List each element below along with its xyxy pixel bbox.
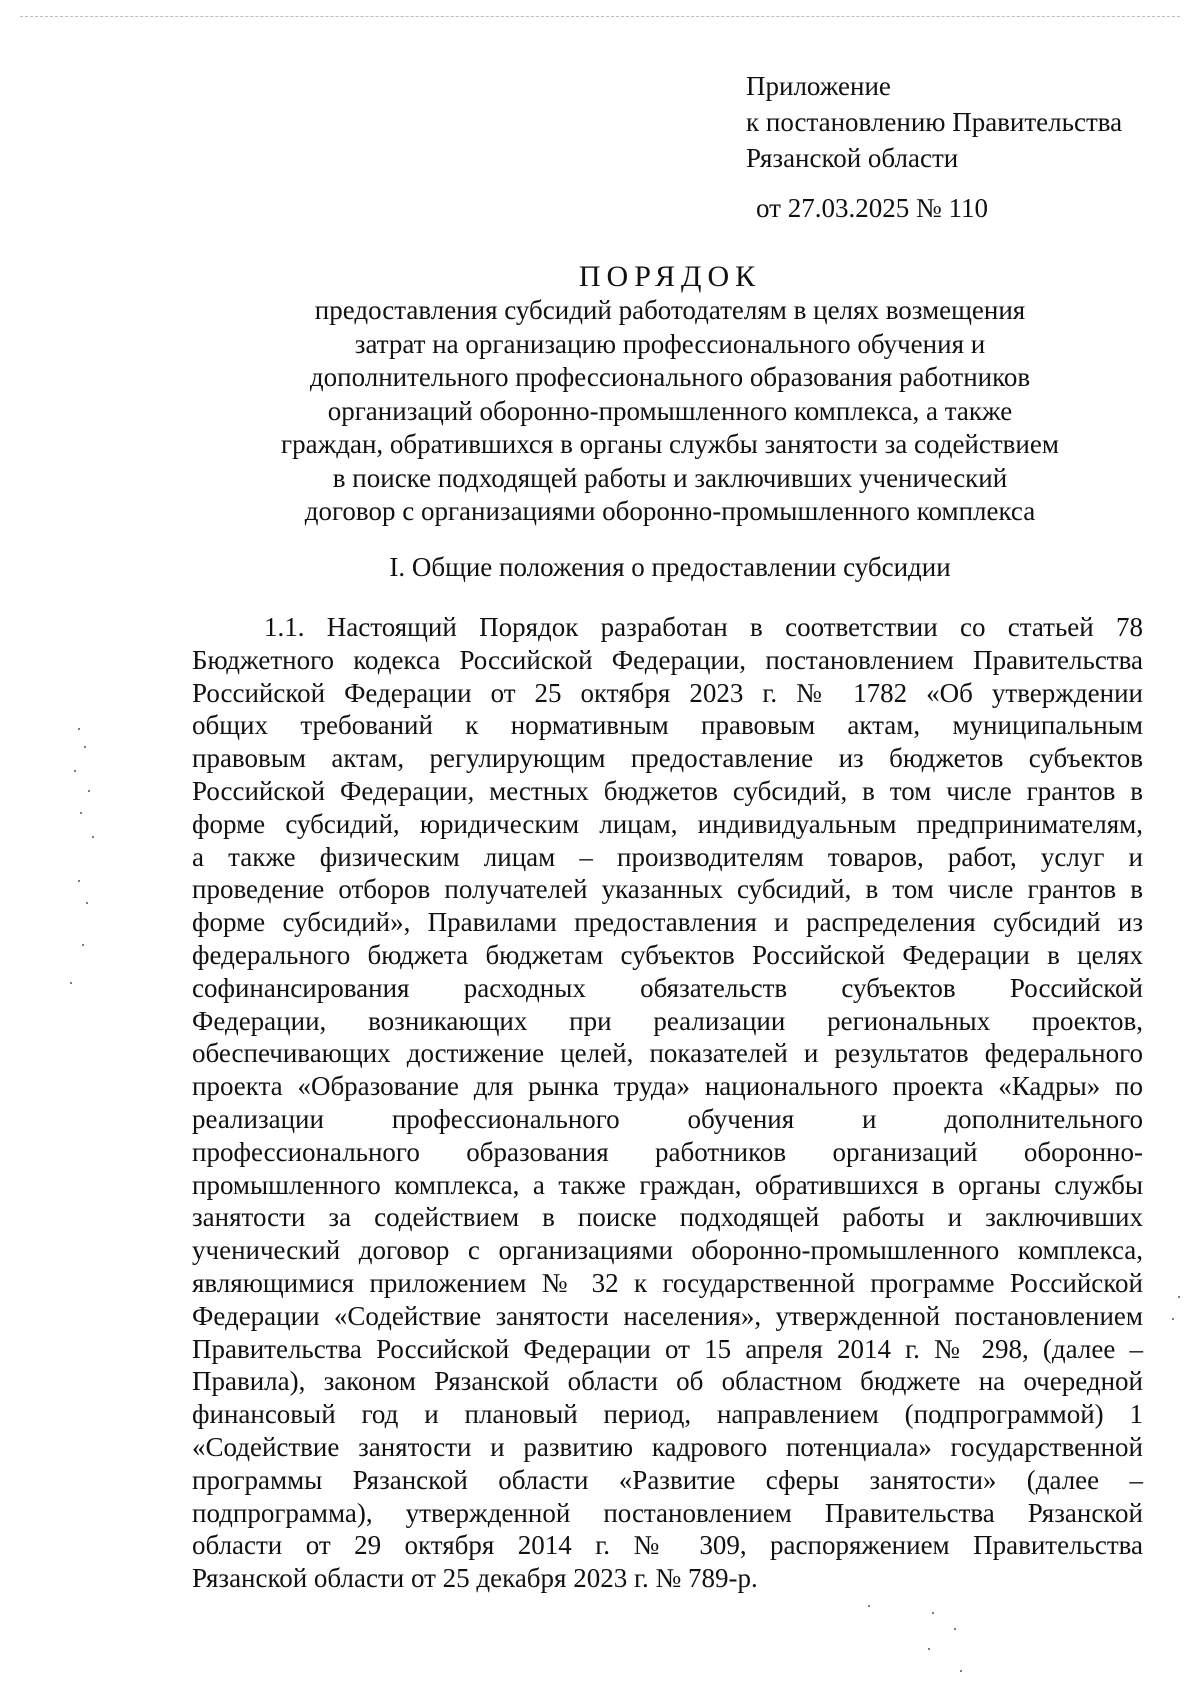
scan-speck: [932, 1612, 934, 1614]
section-heading: I. Общие положения о предоставлении субсидии: [389, 552, 951, 582]
document-title: ПОРЯДОК: [578, 260, 762, 293]
paragraph-line: подпрограмма), утвержденной постановлением Правительства Рязанской: [192, 1497, 1143, 1528]
paragraph-line: Бюджетного кодекса Российской Федерации, постановлением Правительства: [192, 644, 1143, 675]
subtitle-line: затрат на организацию профессионального обучения и: [354, 328, 986, 359]
paragraph-line: Российской Федерации, местных бюджетов субсидий, в том числе грантов в: [192, 775, 1143, 806]
scan-speck: [82, 944, 84, 946]
paragraph-line: «Содействие занятости и развитию кадрового потенциала» государственной: [192, 1431, 1143, 1462]
scan-speck: [70, 982, 72, 984]
scan-speck: [868, 1605, 870, 1607]
document-subtitle: [200, 294, 1140, 529]
scan-speck: [88, 790, 90, 792]
subtitle-line: в поиске подходящей работы и заключивших ученический: [332, 462, 1008, 493]
approval-line: Рязанской области: [746, 143, 959, 173]
paragraph-line: ученический договор с организациями оборонно-промышленного комплекса,: [192, 1235, 1143, 1266]
paragraph-line: Правила), законом Рязанской области об областном бюджете на очередной: [192, 1366, 1143, 1397]
subtitle-line: предоставления субсидий работодателям в целях возмещения: [314, 295, 1026, 325]
paragraph-line: Рязанской области от 25 декабря 2023 г. № 789-р.: [192, 1563, 758, 1594]
scan-speck: [74, 770, 76, 772]
paragraph-line: софинансирования расходных обязательств субъектов Российской: [192, 972, 1143, 1003]
subtitle-line: организаций оборонно-промышленного комплекса, а также: [327, 395, 1013, 426]
paragraph-line: общих требований к нормативным правовым актам, муниципальным: [192, 710, 1143, 741]
scan-speck: [78, 880, 80, 882]
paragraph-line: финансовый год и плановый период, направлением (подпрограммой) 1: [192, 1399, 1143, 1430]
subtitle-line: договор с организациями оборонно-промышленного комплекса: [304, 496, 1036, 526]
scan-speck: [78, 728, 80, 730]
scan-speck: [954, 1628, 956, 1630]
paragraph-line: являющимися приложением № 32 к государственной программе Российской: [192, 1267, 1143, 1298]
paragraph-1-1: [192, 611, 1143, 1595]
paragraph-line: Федерации, возникающих при реализации региональных проектов,: [192, 1005, 1143, 1036]
scan-edge-line: [20, 16, 1180, 17]
paragraph-line: профессионального образования работников организаций оборонно-: [192, 1136, 1143, 1167]
paragraph-line: а также физическим лицам – производителям товаров, работ, услуг и: [192, 841, 1143, 872]
paragraph-line: проведение отборов получателей указанных субсидий, в том числе грантов в: [192, 874, 1143, 905]
scan-speck: [960, 1670, 962, 1672]
paragraph-line: Федерации «Содействие занятости населения», утвержденной постановлением: [192, 1300, 1143, 1331]
approval-line: Приложение: [746, 71, 891, 101]
scan-speck: [84, 746, 86, 748]
paragraph-line: правовым актам, регулирующим предоставление из бюджетов субъектов: [192, 743, 1143, 774]
paragraph-line: обеспечивающих достижение целей, показателей и результатов федерального: [192, 1038, 1143, 1069]
scan-speck: [1178, 1296, 1180, 1298]
scan-speck: [1172, 1318, 1174, 1320]
approval-stamp-block: [746, 68, 1122, 226]
paragraph-line: проекта «Образование для рынка труда» национального проекта «Кадры» по: [192, 1071, 1143, 1102]
subtitle-line: дополнительного профессионального образования работников: [309, 362, 1031, 392]
paragraph-line: форме субсидий», Правилами предоставления и распределения субсидий из: [192, 907, 1143, 938]
scan-speck: [86, 902, 88, 904]
paragraph-line: Российской Федерации от 25 октября 2023 г. № 1782 «Об утверждении: [192, 677, 1143, 708]
paragraph-line: реализации профессионального обучения и дополнительного: [192, 1103, 1143, 1134]
scan-speck: [80, 812, 82, 814]
scan-speck: [92, 836, 94, 838]
subtitle-line: граждан, обратившихся в органы службы занятости за содействием: [281, 429, 1059, 459]
paragraph-line: программы Рязанской области «Развитие сферы занятости» (далее –: [192, 1464, 1143, 1495]
paragraph-line: занятости за содействием в поиске подходящей работы и заключивших: [192, 1202, 1143, 1233]
scan-speck: [928, 1648, 930, 1650]
paragraph-line: области от 29 октября 2014 г. № 309, распоряжением Правительства: [192, 1530, 1143, 1561]
approval-date: от 27.03.2025 № 110: [756, 193, 988, 223]
paragraph-line: федерального бюджета бюджетам субъектов Российской Федерации в целях: [192, 939, 1143, 970]
paragraph-line: форме субсидий, юридическим лицам, индивидуальным предпринимателям,: [192, 808, 1143, 839]
approval-line: к постановлению Правительства: [746, 107, 1123, 137]
paragraph-line: промышленного комплекса, а также граждан, обратившихся в органы службы: [192, 1169, 1143, 1200]
paragraph-line: 1.1. Настоящий Порядок разработан в соответствии со статьей 78: [264, 612, 1143, 642]
paragraph-line: Правительства Российской Федерации от 15 апреля 2014 г. № 298, (далее –: [192, 1333, 1143, 1364]
